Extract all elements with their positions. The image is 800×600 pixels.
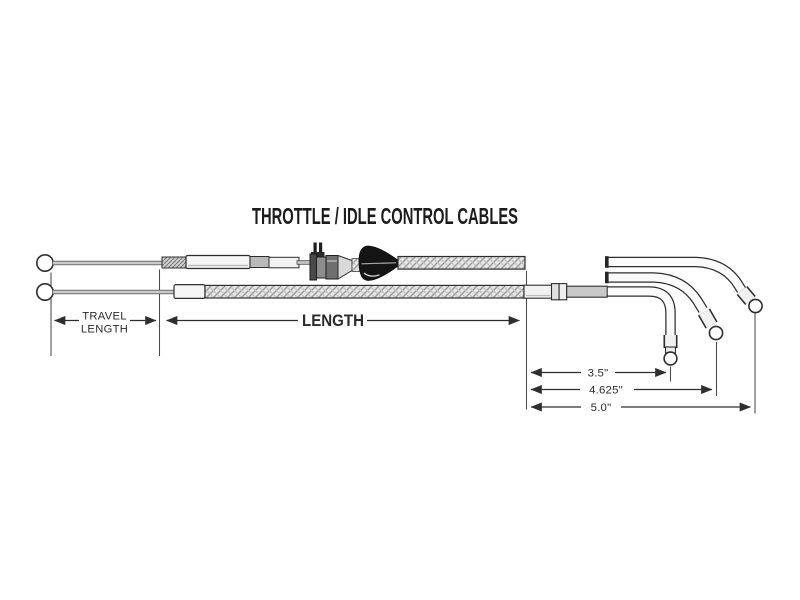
braided-housing bbox=[205, 285, 524, 298]
elbow-tube-3-5 bbox=[605, 292, 677, 365]
inner-wire bbox=[53, 290, 175, 294]
elbow-tubes bbox=[605, 256, 762, 365]
cable-end-ball bbox=[664, 352, 677, 365]
throttle-cable bbox=[37, 243, 525, 281]
cable-adjuster bbox=[310, 243, 360, 281]
cable-end-ball bbox=[709, 326, 722, 339]
travel-length-dimension bbox=[55, 311, 157, 336]
length-label: LENGTH bbox=[302, 312, 364, 330]
inner-wire bbox=[53, 261, 164, 265]
housing-tube bbox=[186, 256, 250, 269]
adjuster-cone bbox=[338, 256, 352, 280]
housing-tube bbox=[269, 257, 299, 268]
wound-sleeve bbox=[162, 257, 186, 268]
bend-dimension-4-625 bbox=[531, 385, 712, 397]
bend-dimension-3-5-label: 3.5" bbox=[587, 367, 609, 380]
housing-coupler bbox=[250, 257, 269, 268]
braided-housing bbox=[398, 257, 525, 270]
idle-cable bbox=[37, 284, 607, 301]
bend-dimension-4-625-label: 4.625" bbox=[589, 384, 623, 397]
bend-dimensions bbox=[531, 368, 751, 415]
cable-end-ball bbox=[37, 284, 53, 300]
bend-dimension-5-0 bbox=[531, 402, 751, 414]
tube-cut-cap bbox=[605, 272, 609, 284]
cable-end-ball bbox=[37, 255, 53, 271]
bend-dimension-3-5 bbox=[531, 368, 666, 380]
end-ferrule bbox=[174, 285, 205, 299]
bend-dimension-5-0-label: 5.0" bbox=[590, 402, 612, 414]
carb-end-fitting bbox=[524, 284, 607, 300]
travel-length-label-line1: TRAVEL bbox=[82, 310, 127, 323]
length-dimension bbox=[167, 312, 520, 330]
tube-cut-cap bbox=[605, 256, 609, 268]
cable-end-ball bbox=[749, 299, 762, 312]
diagram-title: THROTTLE / IDLE CONTROL CABLES bbox=[252, 203, 518, 229]
cable-boot bbox=[359, 246, 401, 281]
travel-length-label-line2: LENGTH bbox=[80, 323, 129, 336]
